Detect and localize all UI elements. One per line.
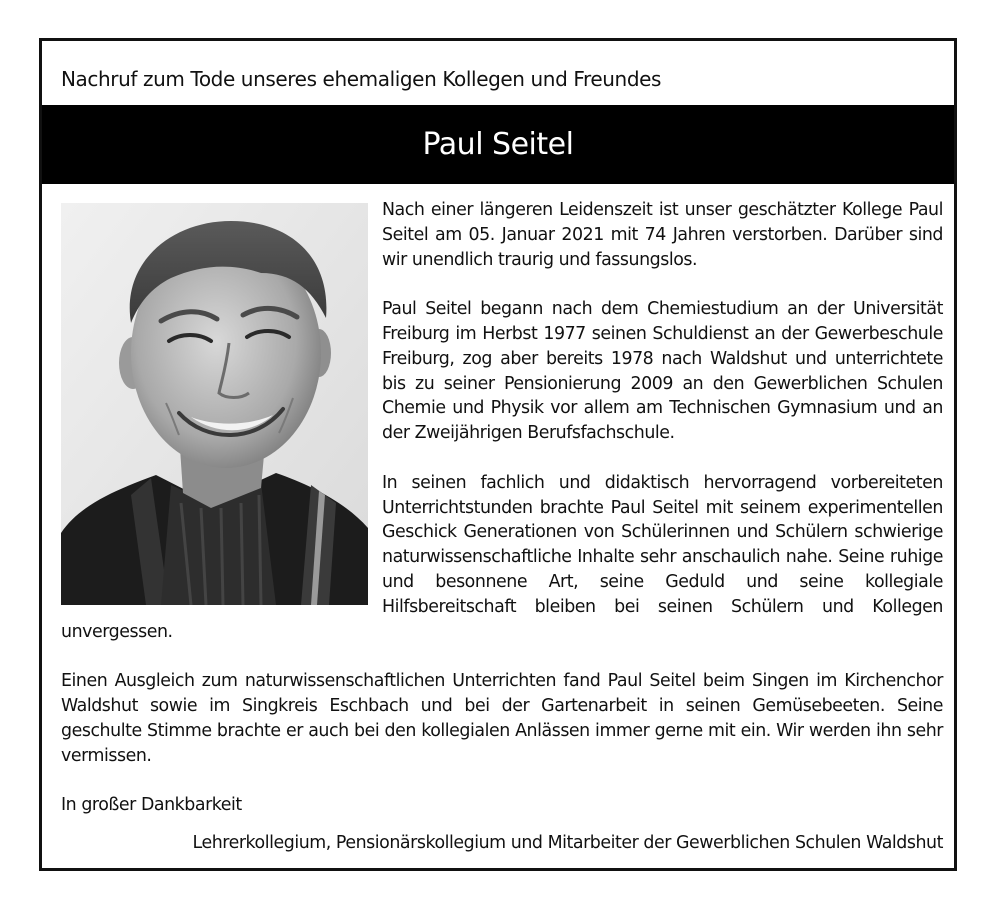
paragraph-2: Paul Seitel begann nach dem Chemiestudium an der Universität Freiburg im Herbst 1977 seinen Schuldienst an der Gewerbeschule Freiburg, zog aber bereits 1978 nach Waldshut und unterrichtete bis zu seiner Pensionierung 2009 an den Gewerblichen Schulen Chemie und Physik vor allem am Technischen Gymnasium und an der Zweijährigen Berufsfachschule. <box>382 299 943 444</box>
signature-line: Lehrerkollegium, Pensionärskollegium und Mitarbeiter der Gewerblichen Schulen Waldshut <box>192 833 943 853</box>
deceased-name: Paul Seitel <box>422 127 574 162</box>
obituary-heading: Nachruf zum Tode unseres ehemaligen Kollegen und Freundes <box>61 67 662 91</box>
closing-line: In großer Dankbarkeit <box>61 795 242 816</box>
paragraph-3: In seinen fachlich und didaktisch hervorragend vorbereiteten Unterrichtstunden brachte Paul Seitel mit seinem experimentellen Geschick Generationen von Schülerinnen und Schülern schwierige naturwissenschaftliche Inhalte sehr anschaulich nahe. Seine ruhige und besonnene Art, seine Geduld und seine kollegiale Hilfsbereitschaft bleiben bei seinen Schülern und Kollegen unvergessen. <box>61 472 943 642</box>
name-banner <box>42 105 954 184</box>
obituary-frame <box>39 38 957 871</box>
obituary-body <box>61 198 943 843</box>
portrait-photo <box>61 203 368 605</box>
paragraph-1: Nach einer längeren Leidenszeit ist unser geschätzter Kollege Paul Seitel am 05. Januar 2021 mit 74 Jahren verstorben. Darüber sind wir unendlich traurig und fassungslos. <box>382 200 943 270</box>
paragraph-4: Einen Ausgleich zum naturwissenschaftlichen Unterrichten fand Paul Seitel beim Singen im Kirchenchor Waldshut sowie im Singkreis Eschbach und bei der Gartenarbeit in seinen Gemüsebeeten. Seine geschulte Stimme brachte er auch bei den kollegialen Anlässen immer gerne mit ein. Wir werden ihn sehr vermissen. <box>61 671 943 766</box>
